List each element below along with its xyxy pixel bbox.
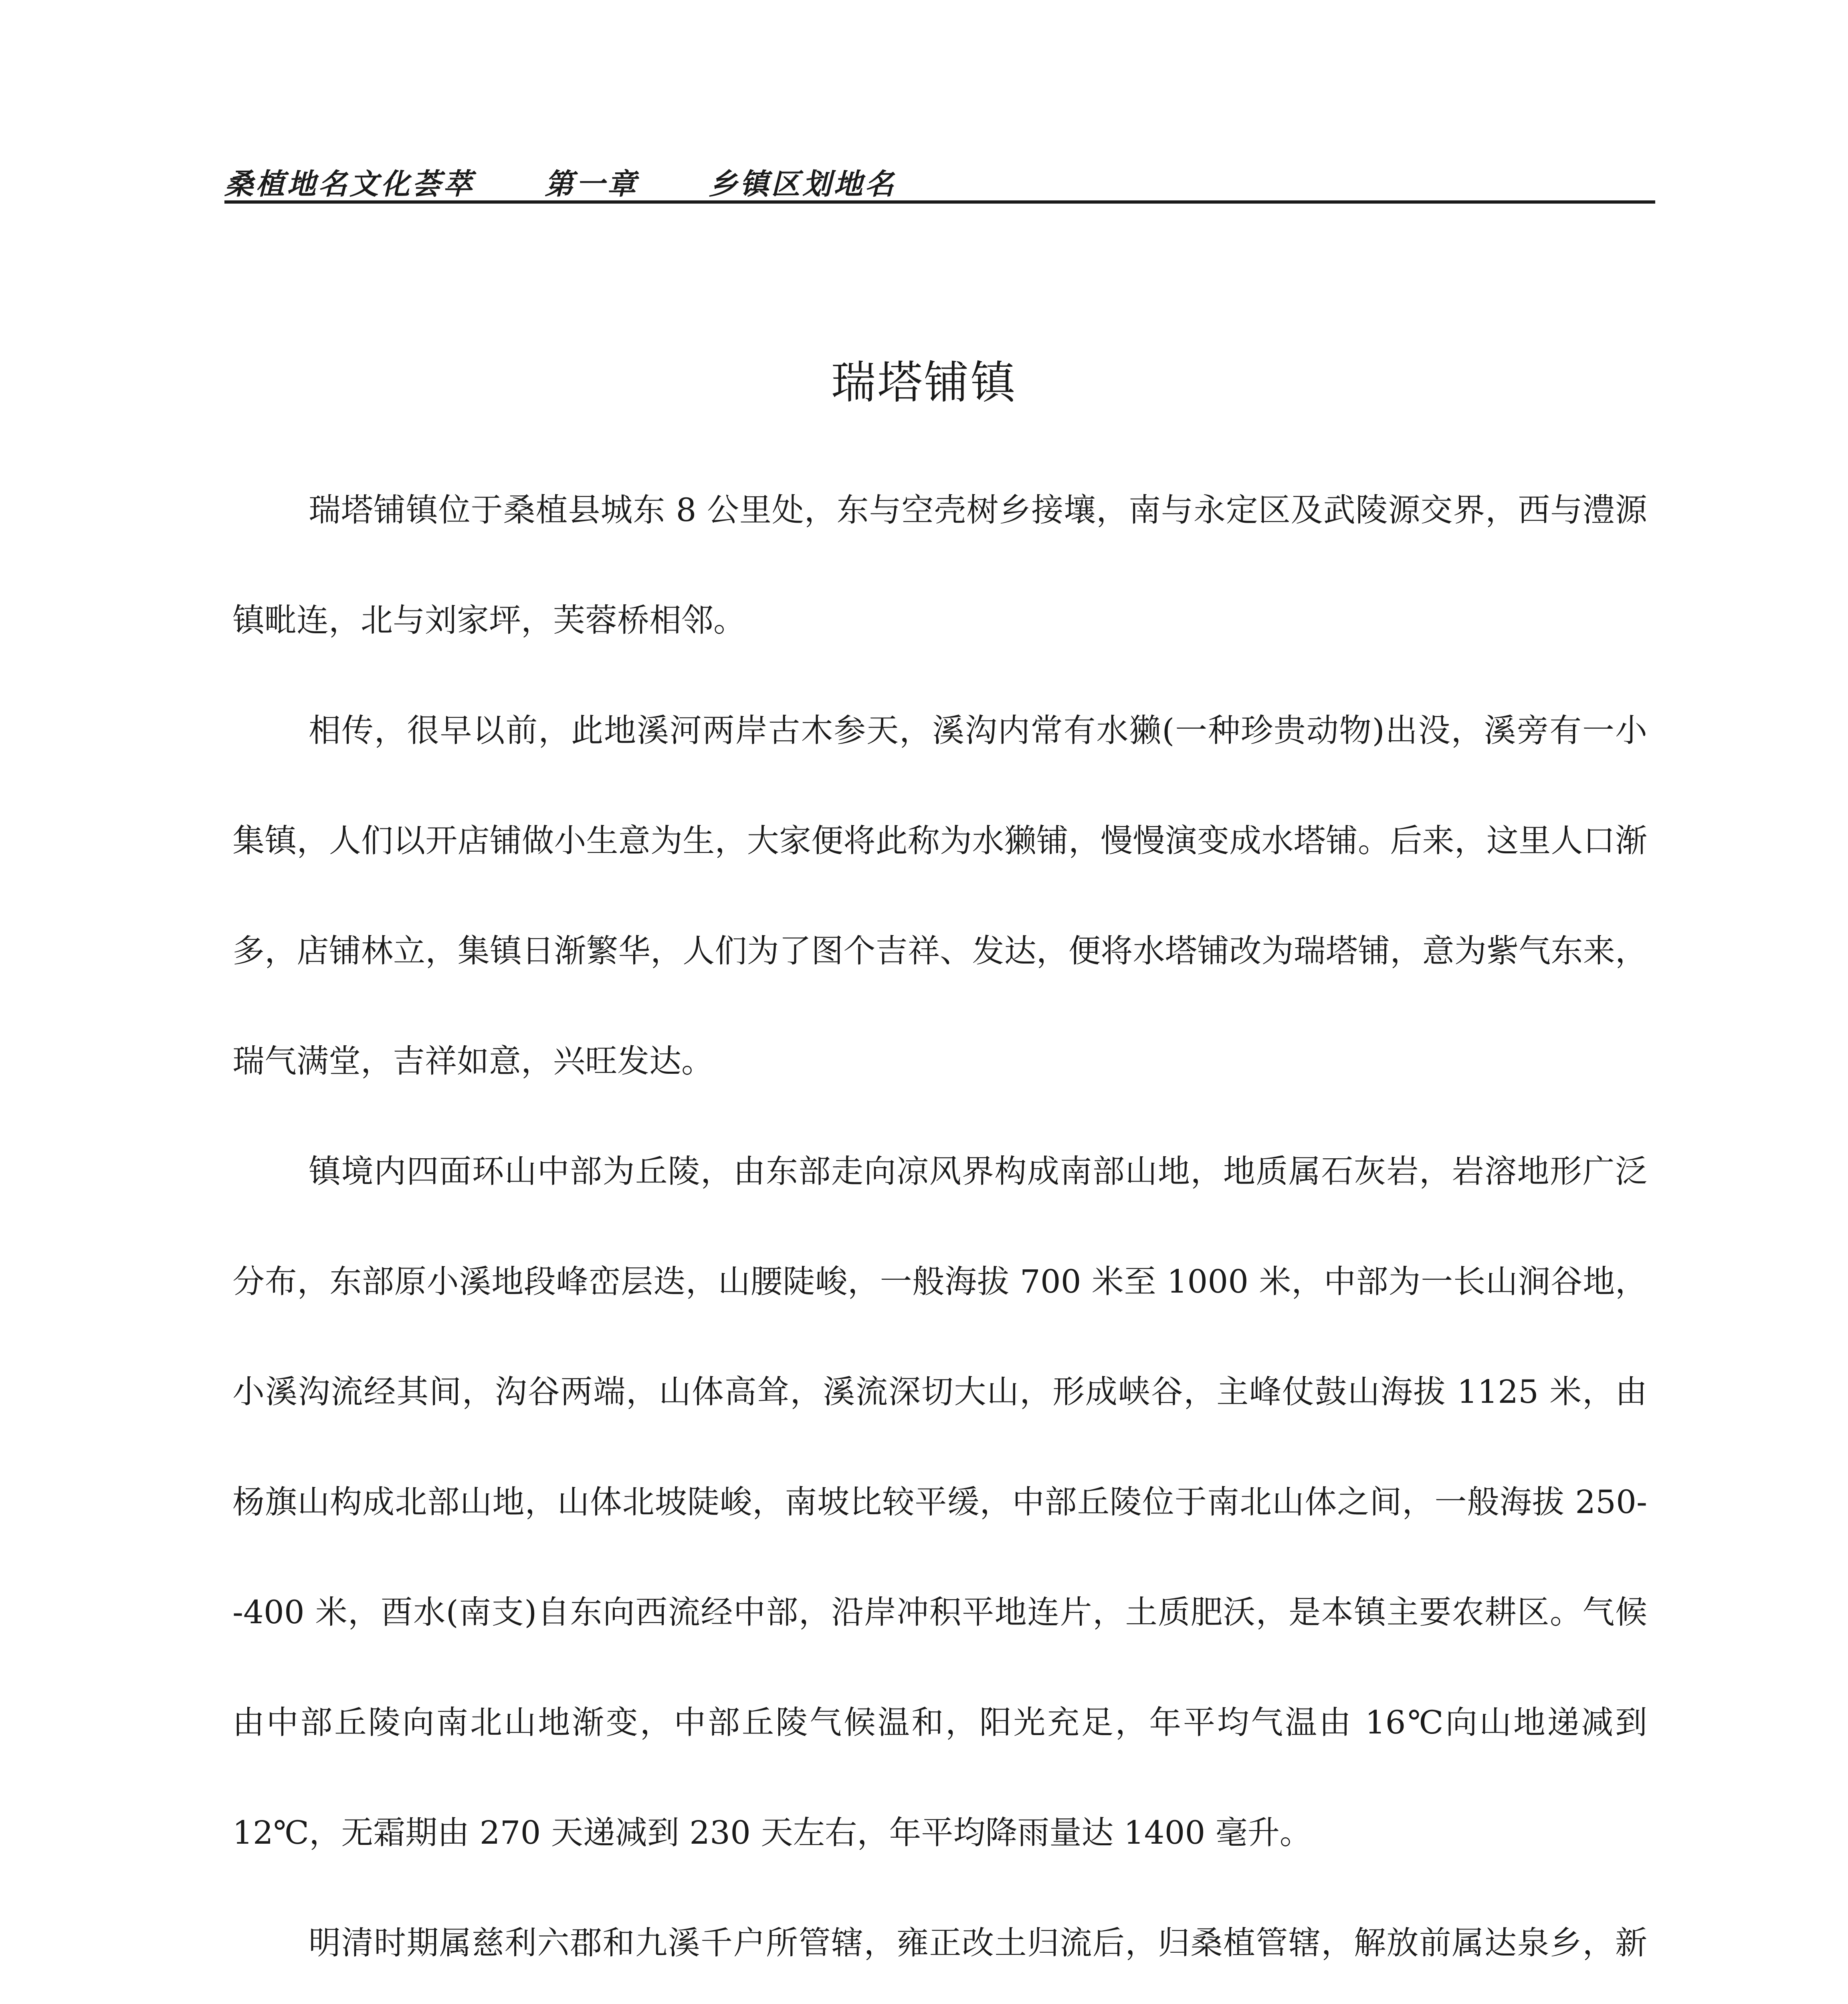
body-text-main	[232, 455, 1647, 2004]
paragraph: 相传，很早以前，此地溪河两岸古木参天，溪沟内常有水獭(一种珍贵动物)出没，溪旁有一小集镇，人们以开店铺做小生意为生，大家便将此称为水獭铺，慢慢演变成水塔铺。后来，这里人口渐多，店铺林立，集镇日渐繁华，人们为了图个吉祥、发达，便将水塔铺改为瑞塔铺，意为紫气东来，瑞气满堂，吉祥如意，兴旺发达。	[232, 712, 1647, 1080]
paragraph: 镇境内四面环山中部为丘陵，由东部走向凉风界构成南部山地，地质属石灰岩，岩溶地形广泛分布，东部原小溪地段峰峦层迭，山腰陡峻，一般海拔 700 米至 1000 米，中部为一长山涧谷地，小溪沟流经其间，沟谷两端，山体高耸，溪流深切大山，形成峡谷，主峰仗鼓山海拔 1125 米，由杨旗山构成北部山地，山体北坡陡峻，南坡比较平缓，中部丘陵位于南北山体之间，一般海拔 250--400 米，酉水(南支)自东向西流经中部，沿岸冲积平地连片，土质肥沃，是本镇主要农耕区。气候由中部丘陵向南北山地渐变，中部丘陵气候温和，阳光充足，年平均气温由 16℃向山地递减到 12℃，无霜期由 270 天递减到 230 天左右，年平均降雨量达 1400 毫升。	[232, 1153, 1647, 1851]
header-chapter: 第一章	[545, 167, 639, 201]
paragraph: 瑞塔铺镇位于桑植县城东 8 公里处，东与空壳树乡接壤，南与永定区及武陵源交界，西与澧源镇毗连，北与刘家坪，芙蓉桥相邻。	[232, 491, 1647, 639]
paragraph: 明清时期属慈利六郡和九溪千户所管辖，雍正改土归流后，归桑植管辖，解放前属达泉乡，新	[309, 1924, 1647, 1962]
header-divider	[224, 200, 1655, 204]
header-book-title: 桑植地名文化荟萃	[224, 167, 475, 201]
header-chapter-title: 乡镇区划地名	[709, 167, 897, 201]
running-header	[224, 146, 1655, 202]
section-title: 瑞塔铺镇	[831, 357, 1017, 409]
